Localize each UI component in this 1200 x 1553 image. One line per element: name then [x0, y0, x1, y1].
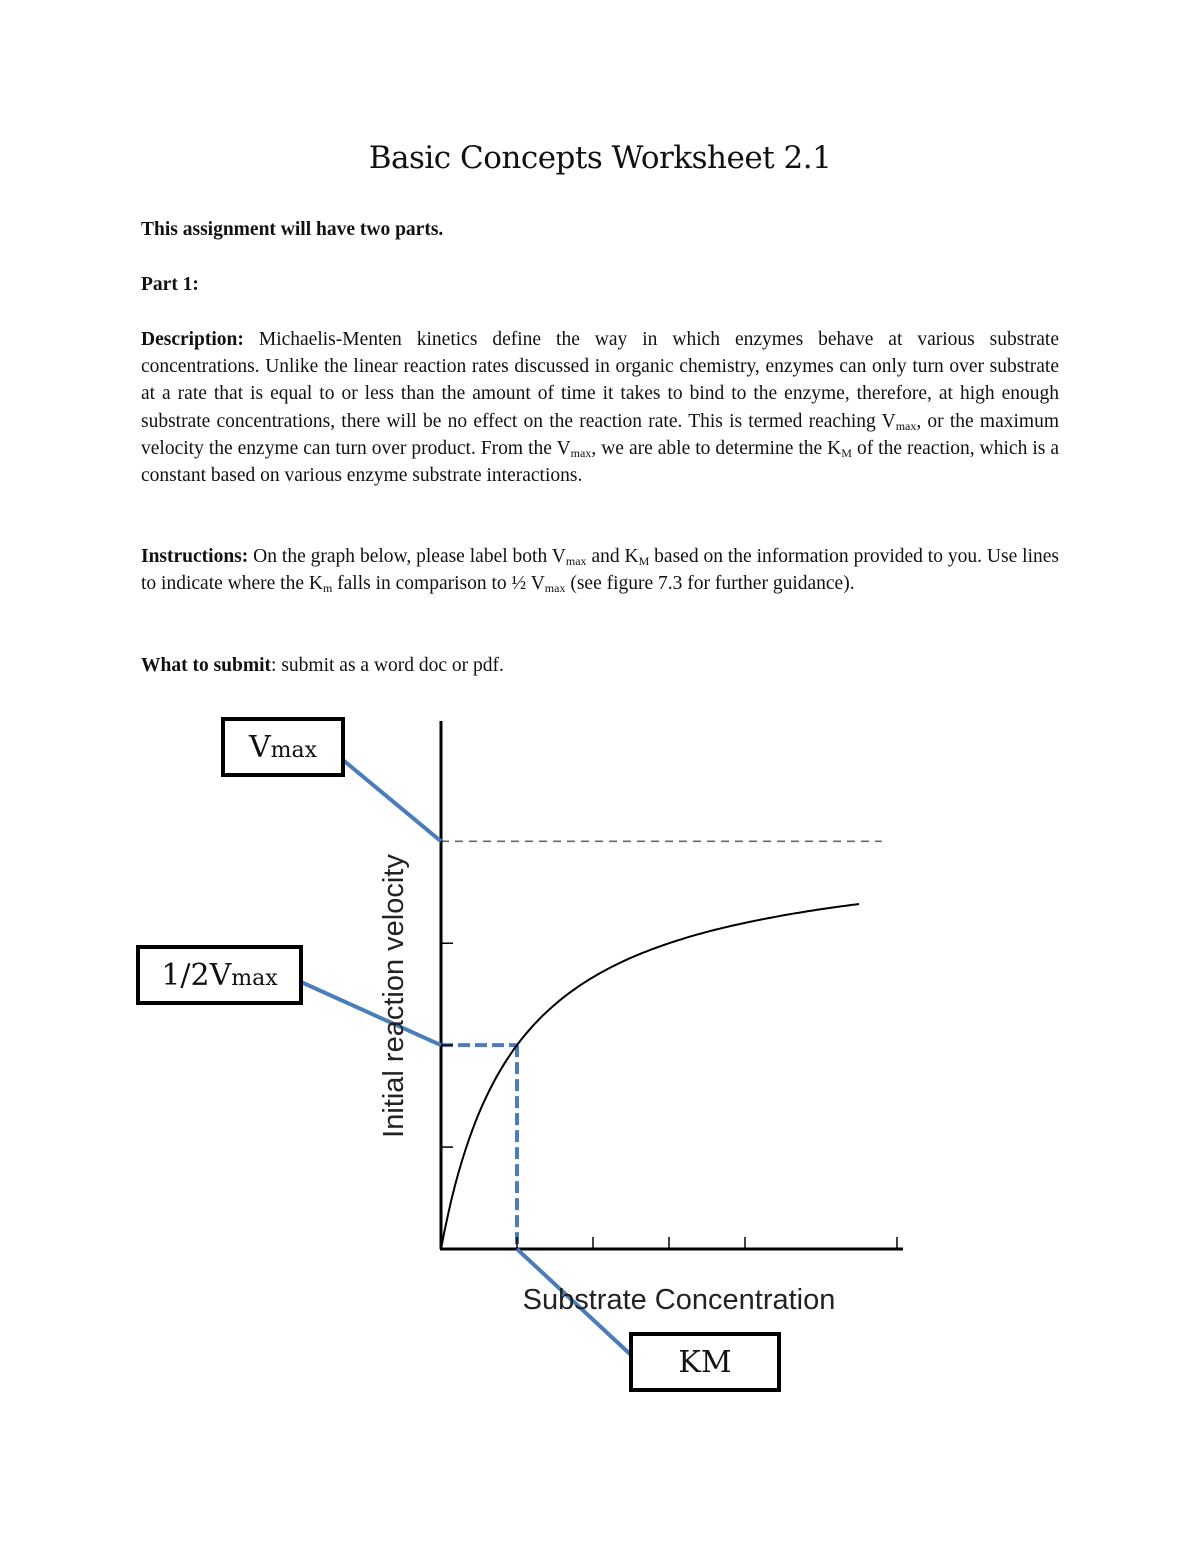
part-heading: Part 1: [141, 274, 199, 295]
instructions-sub: M [638, 554, 650, 568]
y-axis-label: Initial reaction velocity [378, 854, 410, 1138]
description-sub: max [570, 445, 592, 460]
half-vmax-leader-line [301, 982, 441, 1045]
rate-curve [441, 904, 859, 1249]
instructions-text: and K [586, 546, 639, 567]
x-axis-label: Substrate Concentration [522, 1284, 836, 1316]
description-label: Description: [141, 329, 244, 350]
instructions-text: (see figure 7.3 for further guidance). [565, 573, 855, 595]
description-sub: M [841, 445, 852, 460]
instructions-text: based on the information provided to you. Use lines to indicate where the K [141, 546, 1059, 595]
description-text: , or the maximum velocity the enzyme can turn over product. From the V [141, 410, 1059, 459]
description-text: of the reaction, which is a constant based on various enzyme substrate interactions. [141, 437, 1059, 487]
km-label-box [629, 1332, 781, 1392]
vmax-leader-line [343, 760, 441, 841]
vmax-label-sub: max [270, 737, 318, 763]
submit-text: : submit as a word doc or pdf. [271, 655, 504, 676]
instructions-text: falls in comparison to ½ V [332, 573, 545, 595]
instructions-sub: max [565, 554, 587, 568]
vmax-label-box [221, 717, 345, 777]
description-text: , we are able to determine the K [591, 437, 842, 459]
description-text: Michaelis-Menten kinetics define the way in which enzymes behave at various substrate concentrations. Unlike the linear reaction rates discussed in organic chemistry, enzymes can only turn over substrate at a rate that is equal to or less than the amount of time it takes to bind to the enzyme, therefore, at high enough substrate concentrations, there will be no effect on the reaction rate. This is termed reaching V [141, 329, 1059, 432]
km-label: KM [678, 1344, 732, 1380]
description-sub: max [895, 418, 917, 433]
half-vmax-label-sub: max [231, 965, 278, 991]
intro-text: This assignment will have two parts. [141, 219, 444, 240]
instructions-sub: max [544, 581, 566, 596]
vmax-label-main: V [248, 729, 271, 765]
instructions-sub: m [322, 581, 333, 596]
submit-label: What to submit [141, 655, 272, 676]
instructions-label: Instructions: [141, 546, 249, 567]
half-vmax-label-main: 1/2V [161, 957, 232, 993]
page-title: Basic Concepts Worksheet 2.1 [368, 140, 832, 176]
instructions-text: On the graph below, please label both V [248, 546, 566, 567]
half-vmax-label-box [136, 945, 303, 1005]
